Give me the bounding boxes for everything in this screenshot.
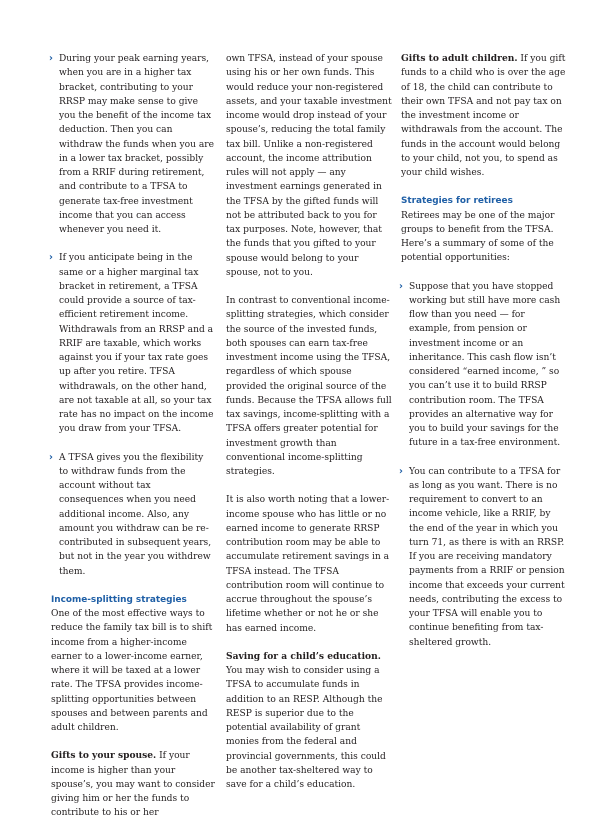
- bullet-text: You can contribute to a TFSA for as long as you want. There is no requirement to convert to an income vehicle, like a RRIF, by the end of the year in which you turn 71, as there is with an RRSP. If you are receiving mandatory payments from a RRIF or pension income that exceeds your current needs, contributing the excess to your TFSA will enable you to continue benefiting from tax-sheltered growth.: [409, 466, 565, 648]
- bullet-text: A TFSA gives you the flexibility to withdraw funds from the account without tax consequences when you need additional income. Also, any amount you withdraw can be re-contributed in subsequent years, but not in the year you withdrew them.: [59, 452, 212, 577]
- paragraph: [226, 650, 392, 793]
- bullet-item: [51, 52, 215, 237]
- paragraph: Retirees may be one of the major groups to benefit from the TFSA. Here’s a summary of some of the potential opportunities:: [401, 210, 555, 264]
- bullet-item: [51, 251, 215, 436]
- bullet-item: [51, 451, 215, 579]
- bullet-text: Suppose that you have stopped working but still have more cash flow than you need — for example, from pension or investment income or an inheritance. This cash flow isn’t considered “earned income, ” so you can’t use it to build RRSP contribution room. The TFSA provides an alternative way for you to build your savings for the future in a tax-free environment.: [409, 281, 561, 449]
- paragraph: One of the most effective ways to reduce the family tax bill is to shift income from a higher-income earner to a lower-income earner, where it will be taxed at a lower rate. The TFSA provides income-splitting opportunities between spouses and between parents and adult children.: [51, 609, 213, 733]
- lead-in-label: Saving for a child’s education.: [226, 650, 381, 662]
- chevron-right-icon: ›: [49, 53, 53, 64]
- paragraph-text: If you gift funds to a child who is over the age of 18, the child can contribute to their own TFSA and not pay tax on the investment income or withdrawals from the account. The funds in the account would belong to your child, not you, to spend as your child wishes.: [401, 54, 566, 178]
- paragraph-text: If your income is higher than your spouse’s, you may want to consider giving him or her the funds to contribute to his or her: [51, 751, 215, 819]
- paragraph: own TFSA, instead of your spouse using his or her own funds. This would reduce your non-registered assets, and your taxable investment income would drop instead of your spouse’s, reducing the total family tax bill. Unlike a non-registered account, the income attribution rules will not apply — any investment earnings generated in the TFSA by the gifted funds will not be attributed back to you for tax purposes. Note, however, that the funds that you gifted to your spouse would belong to your spouse, not to you.: [226, 54, 392, 278]
- column-left: [51, 52, 215, 821]
- column-right: [401, 52, 567, 664]
- bullet-text: If you anticipate being in the same or a higher marginal tax bracket in retirement, a TFSA could provide a source of tax-efficient retirement income. Withdrawals from an RRSP and a RRIF are taxable, which works against you if your tax rate goes up after you retire. TFSA withdrawals, on the other hand, are not taxable at all, so your tax rate has no impact on the income you draw from your TFSA.: [59, 253, 214, 435]
- paragraph: In contrast to conventional income-splitting strategies, which consider the source of the invested funds, both spouses can earn tax-free investment income using the TFSA, regardless of which spouse provided the original source of the funds. Because the TFSA allows full tax savings, income-splitting with a TFSA offers greater potential for investment growth than conventional income-splitting strategies.: [226, 296, 392, 477]
- bullet-item: [401, 465, 567, 650]
- chevron-right-icon: ›: [399, 465, 403, 477]
- paragraph: [401, 52, 567, 180]
- section-heading-retirees: Strategies for retirees: [401, 196, 513, 207]
- bullet-item: [401, 280, 567, 451]
- paragraph: [51, 749, 215, 820]
- paragraph: It is also worth noting that a lower-income spouse who has little or no earned income to generate RRSP contribution room may be able to accumulate retirement savings in a TFSA instead. The TFSA contribution room will continue to accrue throughout the spouse’s lifetime whether or not he or she has earned income.: [226, 495, 390, 634]
- column-middle: [226, 52, 392, 792]
- lead-in-label: Gifts to adult children.: [401, 53, 518, 64]
- chevron-right-icon: ›: [49, 451, 53, 463]
- section-heading-income-splitting: Income-splitting strategies: [51, 594, 187, 605]
- bullet-text: During your peak earning years, when you are in a higher tax bracket, contributing to your RRSP may make sense to give you the benefit of the income tax deduction. Then you can withdraw the funds when you are in a lower tax bracket, possibly from a RRIF during retirement, and contribute to a TFSA to generate tax-free investment income that you can access whenever you need it.: [59, 54, 214, 235]
- chevron-right-icon: ›: [49, 252, 53, 264]
- lead-in-label: Gifts to your spouse.: [51, 750, 157, 762]
- paragraph-text: You may wish to consider using a TFSA to accumulate funds in addition to an RESP. Although the RESP is superior due to the potential availability of grant monies from the federal and provincial governments, this could be another tax-sheltered way to save for a child’s education.: [226, 666, 386, 790]
- chevron-right-icon: ›: [399, 280, 403, 292]
